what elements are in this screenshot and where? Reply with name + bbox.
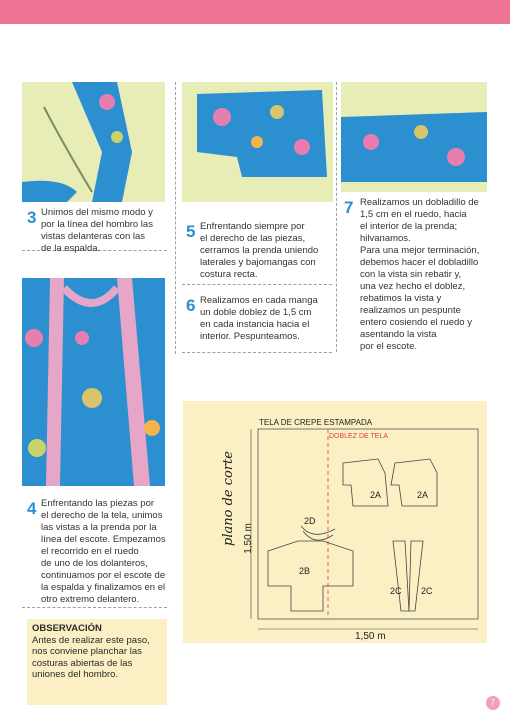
step-number: 3	[27, 208, 37, 227]
step-number: 4	[27, 499, 37, 518]
divider	[22, 607, 167, 608]
step-3	[27, 207, 167, 255]
step-5-photo	[182, 82, 333, 202]
cutting-plan	[183, 401, 487, 643]
piece-label: 2A	[370, 490, 382, 500]
divider	[182, 352, 332, 353]
step-7	[344, 197, 489, 353]
step-text: Unimos del mismo modo y por la línea del hombro las vistas delanteras con las de la espalda.	[41, 207, 153, 254]
fabric-title: TELA DE CREPE ESTAMPADA	[259, 418, 373, 427]
step-text: Realizamos un dobladillo de 1,5 cm en el ruedo, hacia el interior de la prenda; hilvanamos. Para una mejor terminación, debemos hacer el dobladillo con la vista sin rebatir y, una vez hecho el doblez, rebatimos la vista y realizamos un pespunte entero cosiendo el ruedo y asentando la vista por el escote.	[360, 197, 480, 352]
piece-label: 2A	[417, 490, 429, 500]
cutting-plan-title: plano de corte	[220, 451, 236, 546]
height-label: 1,50 m	[242, 523, 254, 554]
piece-label: 2D	[304, 516, 316, 526]
page-number: 7	[486, 696, 500, 710]
divider	[175, 82, 176, 354]
fold-label: DOBLEZ DE TELA	[329, 433, 389, 440]
header-bar	[0, 0, 510, 24]
step-text: Realizamos en cada manga un doble doblez de 1,5 cm en cada instancia hacia el interior. Pespunteamos.	[200, 295, 318, 342]
observation-note	[27, 619, 167, 705]
step-7-photo	[341, 82, 487, 192]
divider	[182, 284, 332, 285]
divider	[336, 82, 337, 352]
step-number: 7	[344, 198, 354, 217]
step-5	[186, 221, 336, 281]
note-title: OBSERVACIÓN	[32, 623, 102, 634]
step-number: 6	[186, 296, 196, 315]
step-3-photo	[22, 82, 165, 202]
step-text: Enfrentando las piezas por el derecho de la tela, unimos las vistas a la prenda por la línea del escote. Empezamos el recorrido en el ruedo de uno de los dolanteros, continuamos por el escote de la espalda y finalizamos en el otro extremo delantero.	[41, 498, 166, 605]
piece-label: 2B	[299, 566, 311, 576]
piece-label: 2C	[390, 586, 402, 596]
step-text: Enfrentando siempre por el derecho de las piezas, cerramos la prenda uniendo laterales y bajomangas con costura recta.	[200, 221, 319, 280]
step-number: 5	[186, 222, 196, 241]
note-text: Antes de realizar este paso, nos conviene planchar las costuras abiertas de las uniones del hombro.	[32, 634, 150, 680]
width-label: 1,50 m	[355, 631, 386, 642]
step-6	[186, 295, 336, 343]
piece-label: 2C	[421, 586, 433, 596]
step-4	[27, 498, 172, 606]
step-4-photo	[22, 278, 165, 486]
